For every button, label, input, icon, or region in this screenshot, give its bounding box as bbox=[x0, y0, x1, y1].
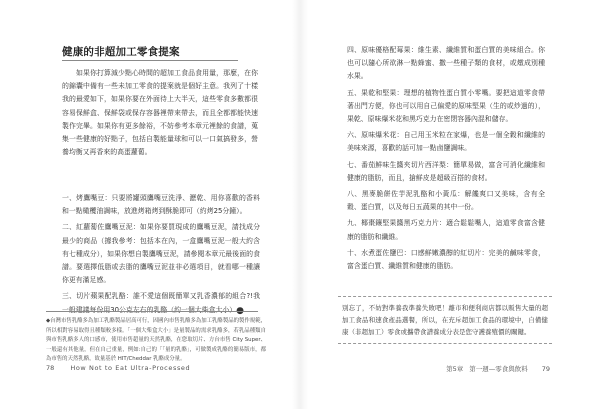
list-item: 四、原味優格配莓果：維生素、纖維質和蛋白質的美味組合。你也可以隨心所欲淋一點蜂蜜、撒一些種子類的食材，或燉成別種水果。 bbox=[347, 46, 545, 81]
snack-list-right bbox=[347, 44, 545, 276]
intro-paragraph: 如果你打算減少點心時間的超加工食品食用量，那麼，在你的錦囊中備有一些未加工零食的提案就是個好主意。我列了十樣我的最愛如下，如果你要在外面待上大半天，這些零食多數都很容易保鮮盒、保鮮袋或保存容器裡帶來帶去，而且全都都能快速製作完畢。如果你有更多餘裕，不妨參考本章元裡餘的食譜，蒐集一些健康的好點子，包括自製能量球和可以一口氣搞發多，營養均衡又再香來的高蛋蘿蔔。 bbox=[62, 69, 258, 157]
chapter-label: 第5章 bbox=[446, 365, 464, 373]
list-item bbox=[62, 290, 260, 317]
left-footer bbox=[46, 364, 190, 372]
heading-underline bbox=[62, 60, 238, 61]
footnote: ◆台灣市售乳酪多為加工乳酪製品居高可行，因國內市售乳酪多為加工乳酪製品的製作規範，所以相對容易取得且種類較多樣。「一個大柴盒大小」是量製品的需求乳酪多，若乳品種類自與市售乳酪多人的口感市，使用市售超量的天然乳酪，在您取切片、方台市售 City Super、一般還有其他量，但在自己重量，例如:自己的「「量的乳酪」，可做製成乳酪的簡易版市，都為市售的天然乳酪，故量基於 HIT/Cheddar 乳酪成分量。 bbox=[46, 318, 266, 363]
list-item: 七、番茄鮮味生醬夾切片西洋梨：簡單易做，富含可消化纖維和健康的脂肪，而且，搶鮮皮是超級百搭的食材。 bbox=[347, 160, 545, 182]
list-item: 六、原味爆米花：自己用玉米粒在家爆，也是一個全穀和纖維的美味來源，喜歡的話可加一點鹵鹽調味。 bbox=[347, 131, 545, 153]
running-book-title: How Not to Eat Ultra-Processed bbox=[70, 364, 191, 372]
list-item: 九、椰棗鑲堅果醬黑巧克力片：適合鬆鬆嘴人，這道零食富含健康的脂肪和纖維。 bbox=[347, 219, 545, 241]
page-number: 79 bbox=[541, 365, 550, 373]
list-item: 十、水煮蛋佐鹽巴：口感鮮嫩濃醇的紅切片：完美的鹹味零食，富含蛋白質、纖維質和健康的脂肪。 bbox=[347, 248, 545, 271]
running-title: —零食與飲料 bbox=[488, 365, 528, 373]
list-item: 五、果乾和堅果：理想的植物性蛋白質小零嘴。要把這道零食帶著出門方便，你也可以用自己偏愛的原味堅果（生的或炒過的），果乾、原味爆米花和黑巧克力在密閉容器內混和儲存。 bbox=[347, 88, 545, 124]
list-item: 二、紅蘿蔔佐鷹嘴豆泥：如果你要買現成的鷹嘴豆泥，請找成分最少的商品（據我參考：包括本在內，一盒鷹嘴豆泥一般大約含有七種成分），如果你想自製鷹嘴豆泥，請參閱本章元最後面的食譜。要選擇低脂或去脂的鷹嘴豆泥並非必選項目，就看哪一種讓你更有滿足感。 bbox=[62, 223, 260, 285]
footnote-divider bbox=[46, 311, 258, 312]
footnote-marker: ● bbox=[236, 305, 245, 316]
list-item: 八、黑麥脆餅佐芋泥乳酪和小黃瓜：解饞爽口又美味，含有全穀、蛋白質，以及每日五蔬果的其中一份。 bbox=[347, 190, 545, 212]
page-number: 78 bbox=[46, 364, 55, 372]
section-heading: 健康的非超加工零食提案 bbox=[62, 46, 180, 58]
right-footer bbox=[446, 364, 550, 373]
list-item: 一、烤鷹嘴豆：只要將罐頭鷹嘴豆洗淨、瀝乾、用你喜歡的香料和一點橄欖油調味，放進烤箱烤到酥脆即可（約烤25分鐘）。 bbox=[62, 194, 260, 216]
list-item-text: 三、切片蘋果配乳酪：誰不愛這個既簡單又乳香濃郁的組合?!我一般建議每份用30公克左右的乳酪（約一個大柴盒大小） bbox=[62, 292, 260, 314]
snack-list-left bbox=[62, 192, 260, 321]
section-label: 第一週 bbox=[469, 365, 489, 373]
note-box: 別忘了，不妨對準養我準養失敗吧！離市和便利商店都以販售大量的超加工食品和速食產品選餐，所以，在充斥超加工食品的環境中，自備健康（非超加工）零食或攜帶食譜養成分表是您守護養殖價的關鍵。 bbox=[338, 296, 552, 344]
